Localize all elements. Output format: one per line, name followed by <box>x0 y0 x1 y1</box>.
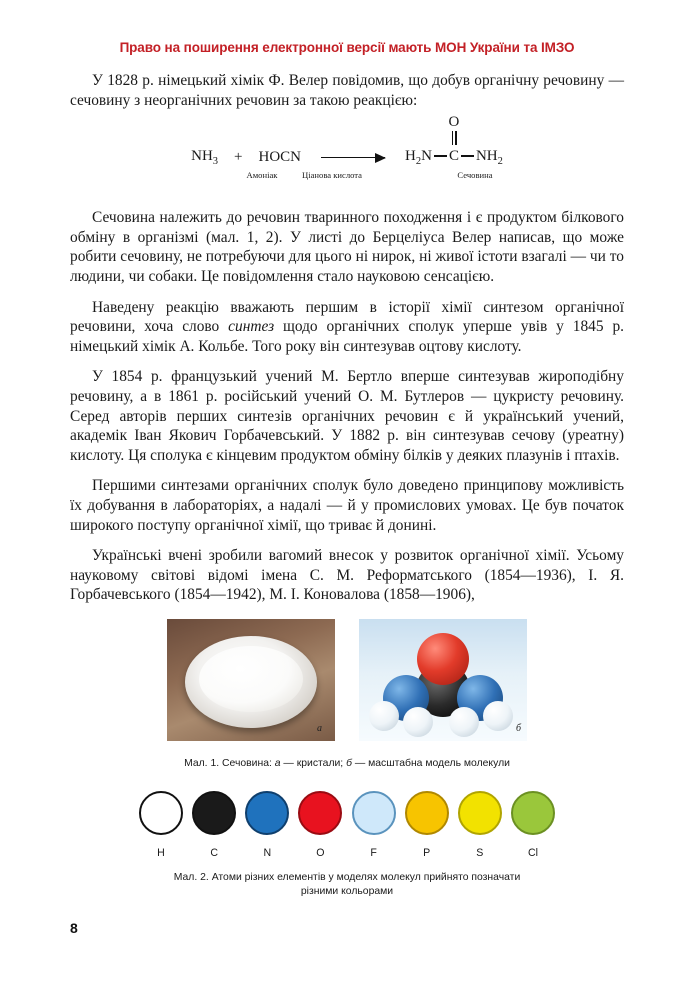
figure-1-label-b: б <box>515 722 521 734</box>
caption-ammonia: Амоніак <box>246 170 278 181</box>
element-label-p: P <box>423 846 431 859</box>
element-circle-o <box>298 791 342 835</box>
hydrogen-atom-sphere-3 <box>449 707 479 737</box>
bond-left-icon <box>434 155 447 157</box>
reactant-ammonia <box>191 148 218 167</box>
element-label-f: F <box>370 846 377 859</box>
reaction-scheme <box>70 114 624 202</box>
page-header-banner: Право на поширення електронної версії мають МОН України та ІМЗО <box>119 40 575 55</box>
figure-2-caption-line-2: різними кольорами <box>300 885 394 897</box>
element-label-h: H <box>157 846 165 859</box>
urea-oxygen-atom: O <box>448 114 460 131</box>
urea-left-group <box>405 148 432 168</box>
element-circle-c <box>192 791 236 835</box>
double-bond-line-1-icon <box>452 131 453 145</box>
urea-n-label: N <box>421 148 432 165</box>
figure-1 <box>167 619 527 747</box>
paragraph-3 <box>70 298 624 357</box>
figure-1-caption-suffix: — масштабна модель молекули <box>351 757 510 769</box>
product-urea <box>405 114 503 168</box>
paragraph-5: Першими синтезами органічних сполук було доведено принципову можливість їх добування в лабораторіях, а надалі — й у промислових умовах. Це був початок широкого поступу органічної хімії, що триває й донині. <box>70 477 624 534</box>
paragraph-3-part-a: Наведену реакцію вважають першим в історії хімії синтезом органічної речовини, хоча слово <box>70 298 624 336</box>
urea-h-label: H <box>405 148 416 165</box>
hydrogen-atom-sphere-4 <box>483 701 513 731</box>
element-circle-f <box>352 791 396 835</box>
paragraph-6: Українські вчені зробили вагомий внесок у розвиток органічної хімії. Усьому науковому світові відомі імена С. М. Реформатського (1854—1936), І. Я. Горбачевського (1854—1942), М. І. Коновалова (1858—1906), <box>70 547 624 604</box>
bond-right-icon <box>461 155 474 157</box>
element-cell-cl <box>509 791 557 859</box>
paragraph-1: У 1828 р. німецький хімік Ф. Велер повідомив, що добув органічну речовину — сечовину з неорганічних речовин за такою реакцією: <box>70 72 624 109</box>
element-circle-p <box>405 791 449 835</box>
paragraph-3-emphasis: синтез <box>228 318 275 336</box>
element-circle-n <box>245 791 289 835</box>
caption-cyanic-acid: Ціанова кислота <box>302 170 362 181</box>
element-label-c: C <box>210 846 218 859</box>
reaction-plus-sign: + <box>234 149 243 166</box>
figure-2-caption <box>137 871 557 899</box>
ammonia-subscript: 3 <box>212 156 219 168</box>
element-color-circles <box>137 791 557 859</box>
element-label-s: S <box>476 846 484 859</box>
element-cell-n <box>243 791 291 859</box>
oxygen-atom-sphere <box>417 633 469 685</box>
crystals-shape <box>199 646 303 712</box>
urea-carbon-label: C <box>448 148 459 165</box>
element-cell-h <box>137 791 185 859</box>
element-cell-o <box>296 791 344 859</box>
element-label-o: O <box>316 846 325 859</box>
double-bond-line-2-icon <box>455 131 456 145</box>
urea-molecule-model <box>359 619 527 741</box>
urea-h-subscript: 2 <box>415 156 422 168</box>
petri-dish-shape <box>185 636 317 728</box>
page-number: 8 <box>70 920 78 936</box>
figure-2 <box>137 791 557 899</box>
reaction-row <box>70 114 624 168</box>
element-cell-c <box>190 791 238 859</box>
element-label-n: N <box>263 846 272 859</box>
figure-1-caption-prefix: Мал. 1. Сечовина: <box>184 757 275 769</box>
element-circle-h <box>139 791 183 835</box>
element-circle-cl <box>511 791 555 835</box>
figure-1-caption <box>70 757 624 771</box>
figure-1-caption-a: а <box>274 757 281 769</box>
reactant-cyanic-acid: HOCN <box>258 149 302 166</box>
paragraph-4: У 1854 р. французький учений М. Бертло вперше синтезував жироподібну речовину, а в 1861 р. російський учений О. М. Бутлеров — цукристу речовину. Серед авторів перших синтезів органічних речовин є й український учений, академік Іван Якович Горбачевський. У 1882 р. він синтезував сечову (уреатну) кислоту. Ця сполука є кінцевим продуктом обміну білків у деяких плазунів і птахів. <box>70 368 624 464</box>
urea-nh-label: NH <box>475 148 498 165</box>
caption-urea: Сечовина <box>457 170 493 181</box>
hydrogen-atom-sphere-2 <box>403 707 433 737</box>
figure-1-caption-mid: — кристали; <box>280 757 347 769</box>
figure-1-label-a: а <box>317 722 322 734</box>
ammonia-formula: NH <box>191 148 213 165</box>
element-cell-p <box>403 791 451 859</box>
reaction-arrow-icon <box>321 157 385 159</box>
urea-crystals-photo <box>167 619 335 741</box>
element-label-cl: Cl <box>527 846 538 859</box>
paragraph-3-part-b: щодо органічних сполук уперше увів у 1845 р. німецький хімік А. Кольбе. Того року він синтезував оцтову кислоту. <box>70 318 624 355</box>
figure-2-caption-line-1: Мал. 2. Атоми різних елементів у моделях молекул прийнято позначати <box>173 871 521 883</box>
element-circle-s <box>458 791 502 835</box>
figure-1-caption-b: б <box>346 757 352 769</box>
paragraph-2: Сечовина належить до речовин тваринного походження і є продуктом білкового обміну в організмі (мал. 1, 2). У листі до Берцеліуса Велер написав, що може робити сечовину, не потребуючи для цього ні нирок, ні живої істоти взагалі — чи то людини, чи собаки. Це повідомлення стало науковою сенсацією. <box>70 209 624 285</box>
hydrogen-atom-sphere-1 <box>369 701 399 731</box>
element-cell-f <box>350 791 398 859</box>
element-cell-s <box>456 791 504 859</box>
urea-nh-subscript: 2 <box>497 156 503 168</box>
